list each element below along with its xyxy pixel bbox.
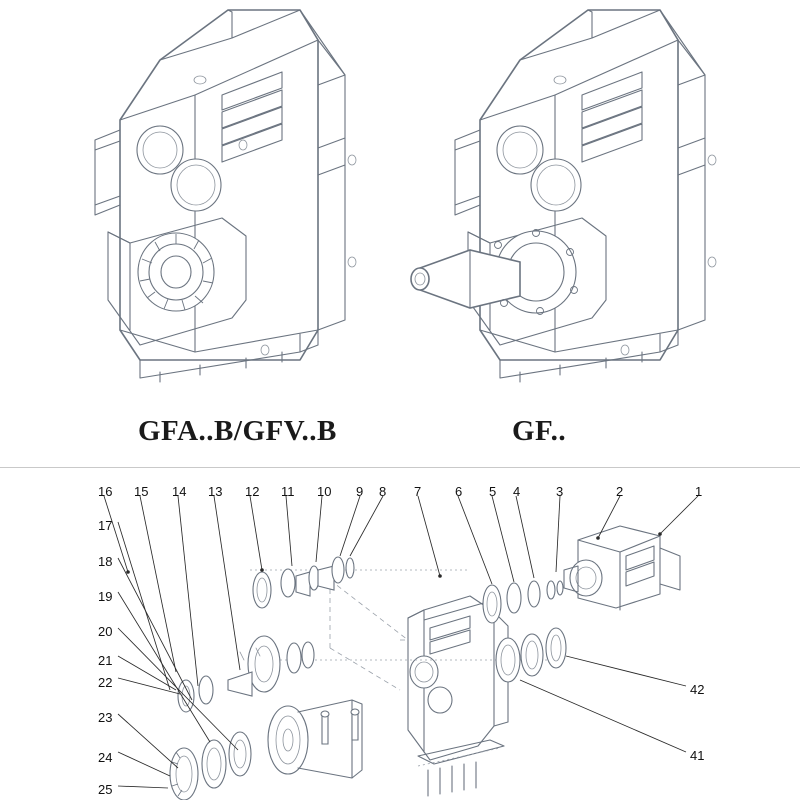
callout-top-5: 5: [489, 484, 497, 499]
caption-gf: GF..: [512, 415, 567, 447]
callout-top-12: 12: [245, 484, 260, 499]
callout-top-2: 2: [616, 484, 624, 499]
callout-top-3: 3: [556, 484, 564, 499]
callout-top-8: 8: [379, 484, 387, 499]
callout-left-17: 17: [98, 518, 113, 533]
callout-left-18: 18: [98, 554, 113, 569]
section-divider: [0, 467, 800, 468]
figure-exploded-assembly: [104, 496, 698, 800]
callout-left-22: 22: [98, 675, 113, 690]
callout-right-41: 41: [690, 748, 705, 763]
callout-right-42: 42: [690, 682, 705, 697]
callout-left-20: 20: [98, 624, 113, 639]
callout-top-16: 16: [98, 484, 113, 499]
figure-gf-outline: [411, 10, 716, 382]
callout-top-13: 13: [208, 484, 223, 499]
callout-left-21: 21: [98, 653, 113, 668]
caption-gfa-gfv: GFA..B/GFV..B: [138, 415, 337, 447]
callout-top-4: 4: [513, 484, 521, 499]
callout-left-25: 25: [98, 782, 113, 797]
callout-top-11: 11: [281, 484, 295, 499]
callout-left-23: 23: [98, 710, 113, 725]
callout-top-14: 14: [172, 484, 187, 499]
callout-left-24: 24: [98, 750, 113, 765]
figure-gfa-gfv-outline: [95, 10, 356, 382]
callout-top-9: 9: [356, 484, 364, 499]
callout-top-7: 7: [414, 484, 422, 499]
callout-left-19: 19: [98, 589, 113, 604]
callout-top-1: 1: [695, 484, 703, 499]
callout-top-6: 6: [455, 484, 463, 499]
callout-top-15: 15: [134, 484, 149, 499]
callout-top-10: 10: [317, 484, 332, 499]
